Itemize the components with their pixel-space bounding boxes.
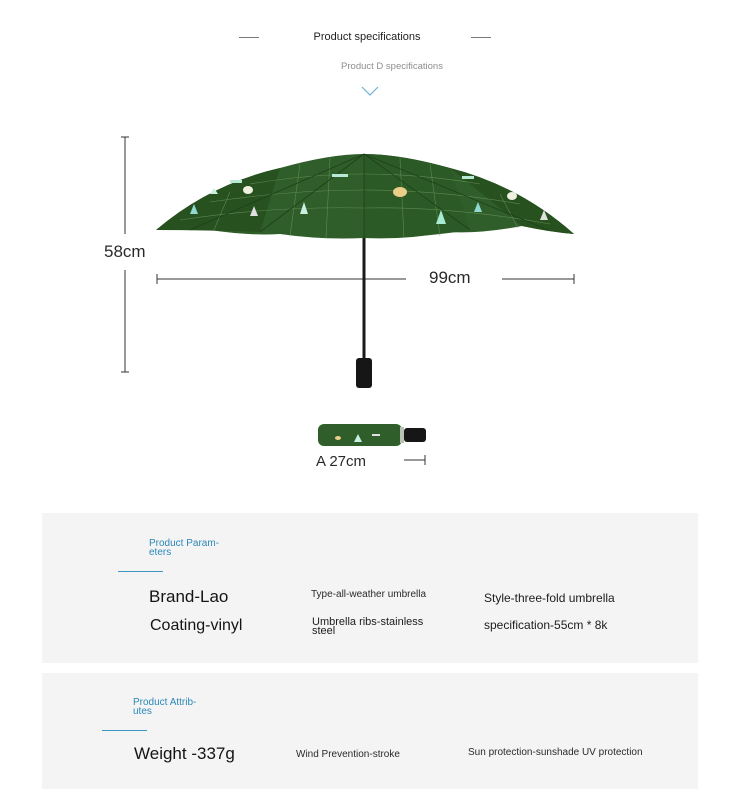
param-brand: Brand-Lao	[149, 587, 229, 606]
folded-length-label: A 27cm	[316, 453, 367, 470]
width-label: 99cm	[429, 268, 471, 287]
folded-umbrella-image	[314, 420, 430, 450]
product-attributes-label-line2: utes	[133, 706, 152, 717]
attr-wind: Wind Prevention-stroke	[296, 749, 400, 760]
attr-weight: Weight -337g	[134, 744, 235, 763]
product-attributes-label-line1: Product Attrib-	[133, 697, 197, 708]
product-parameters-underline	[118, 571, 163, 572]
height-label: 58cm	[104, 242, 146, 261]
open-umbrella-image	[150, 150, 580, 390]
chevron-down-icon	[361, 85, 379, 97]
product-attributes-underline	[102, 730, 147, 731]
product-attributes-label	[133, 698, 196, 716]
param-ribs	[312, 618, 423, 636]
product-parameters-card	[42, 513, 698, 663]
folded-dimension-line	[402, 454, 428, 466]
param-style: Style-three-fold umbrella	[484, 591, 615, 605]
header-line-right	[471, 37, 491, 38]
product-parameters-label	[149, 539, 219, 557]
product-parameters-label-line1: Product Param-	[149, 538, 220, 549]
param-type: Type-all-weather umbrella	[311, 589, 427, 600]
param-specification: specification-55cm * 8k	[484, 618, 608, 632]
product-parameters-label-line2: eters	[149, 547, 172, 558]
param-coating: Coating-vinyl	[150, 617, 243, 634]
param-ribs-line1: Umbrella ribs-stainless	[312, 616, 424, 628]
param-ribs-line2: steel	[312, 625, 336, 637]
product-attributes-card	[42, 673, 698, 789]
page-subtitle: Product D specifications	[341, 61, 443, 72]
page-title: Product specifications	[313, 31, 421, 43]
attr-sun: Sun protection-sunshade UV protection	[468, 747, 643, 758]
